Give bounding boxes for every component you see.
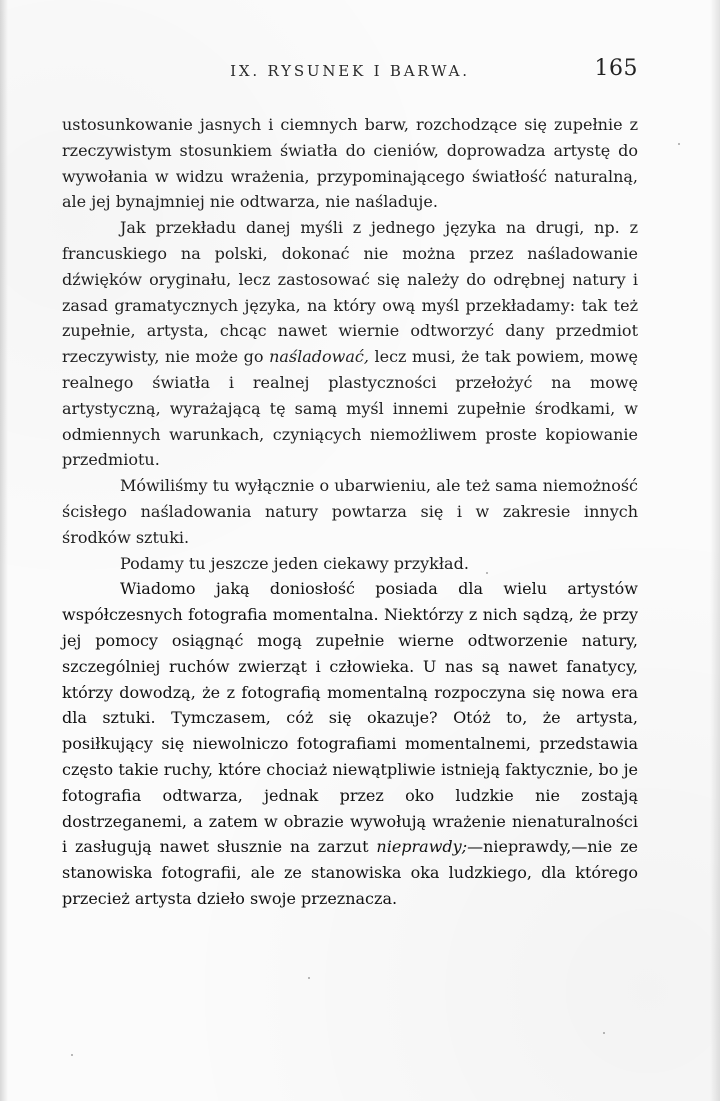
- paragraph-5-end: —nieprawdy,—nie ze stanowiska fotografii, ale ze stanowiska oka ludzkiego, dla którego przecież artysta dzieło swoje przeznacza.: [62, 837, 638, 908]
- paper-speck: [678, 143, 680, 145]
- paper-speck: [308, 977, 310, 979]
- paragraph-5-italic: nieprawdy;: [376, 837, 468, 857]
- paragraph-4: Podamy tu jeszcze jeden ciekawy przykład.: [120, 553, 469, 573]
- running-title: IX. RYSUNEK I BARWA.: [230, 62, 470, 80]
- paragraph-2: [62, 215, 638, 473]
- scan-shadow-left: [0, 0, 8, 1101]
- page-header: [62, 56, 638, 94]
- paragraph-2-start: Jak przekładu danej myśli z jednego języka na drugi, np. z francuskiego na polski, dokonać nie można przez naśladowanie dźwięków oryginału, lecz zastosować się należy do odrębnej natury i zasad gramatycznych języka, na który ową myśl przekładamy: tak też zupełnie, artysta, chcąc nawet wiernie odtworzyć dany przedmiot rzeczywisty, nie może go: [62, 218, 638, 367]
- body-text: [62, 112, 638, 912]
- page-number: 165: [594, 56, 638, 81]
- paragraph-2-end: lecz musi, że tak powiem, mowę realnego światła i realnej plastyczności przełożyć na mowę artystyczną, wyrażającą tę samą myśl innemi zupełnie środkami, w odmiennych warunkach, czyniących niemożliwem proste kopiowanie przedmiotu.: [62, 347, 638, 470]
- scan-shadow-right: [710, 0, 720, 1101]
- paper-speck: [603, 1032, 605, 1034]
- paragraph-5-start: Wiadomo jaką doniosłość posiada dla wielu artystów współczesnych fotografia momentalna. Niektórzy z nich sądzą, że przy jej pomocy osiągnąć mogą zupełnie wierne odtworzenie natury, szczególniej ruchów zwierząt i człowieka. U nas są nawet fanatycy, którzy dowodzą, że z fotografią momentalną rozpoczyna się nowa era dla sztuki. Tymczasem, cóż się okazuje? Otóż to, że artysta, posiłkujący się niewolniczo fotografiami momentalnemi, przedstawia często takie ruchy, które chociaż niewątpliwie istnieją faktycznie, bo je fotografia odtwarza, jednak przez oko ludzkie nie zostają dostrzeganemi, a zatem w obrazie wywołują wrażenie nienaturalności i zasługują nawet słusznie na zarzut: [62, 579, 638, 857]
- paragraph-2-italic: naśladować,: [269, 347, 369, 367]
- paragraph-1: ustosunkowanie jasnych i ciemnych barw, rozchodzące się zupełnie z rzeczywistym stosunkiem światła do cieniów, doprowadza artystę do wywołania w widzu wrażenia, przypominającego światłość naturalną, ale jej bynajmniej nie odtwarza, nie naśladuje.: [62, 115, 638, 212]
- paper-speck: [71, 1054, 73, 1056]
- paragraph-3: Mówiliśmy tu wyłącznie o ubarwieniu, ale też sama niemożność ścisłego naśladowania natury powtarza się i w zakresie innych środków sztuki.: [62, 476, 638, 547]
- paragraph-5: [62, 576, 638, 911]
